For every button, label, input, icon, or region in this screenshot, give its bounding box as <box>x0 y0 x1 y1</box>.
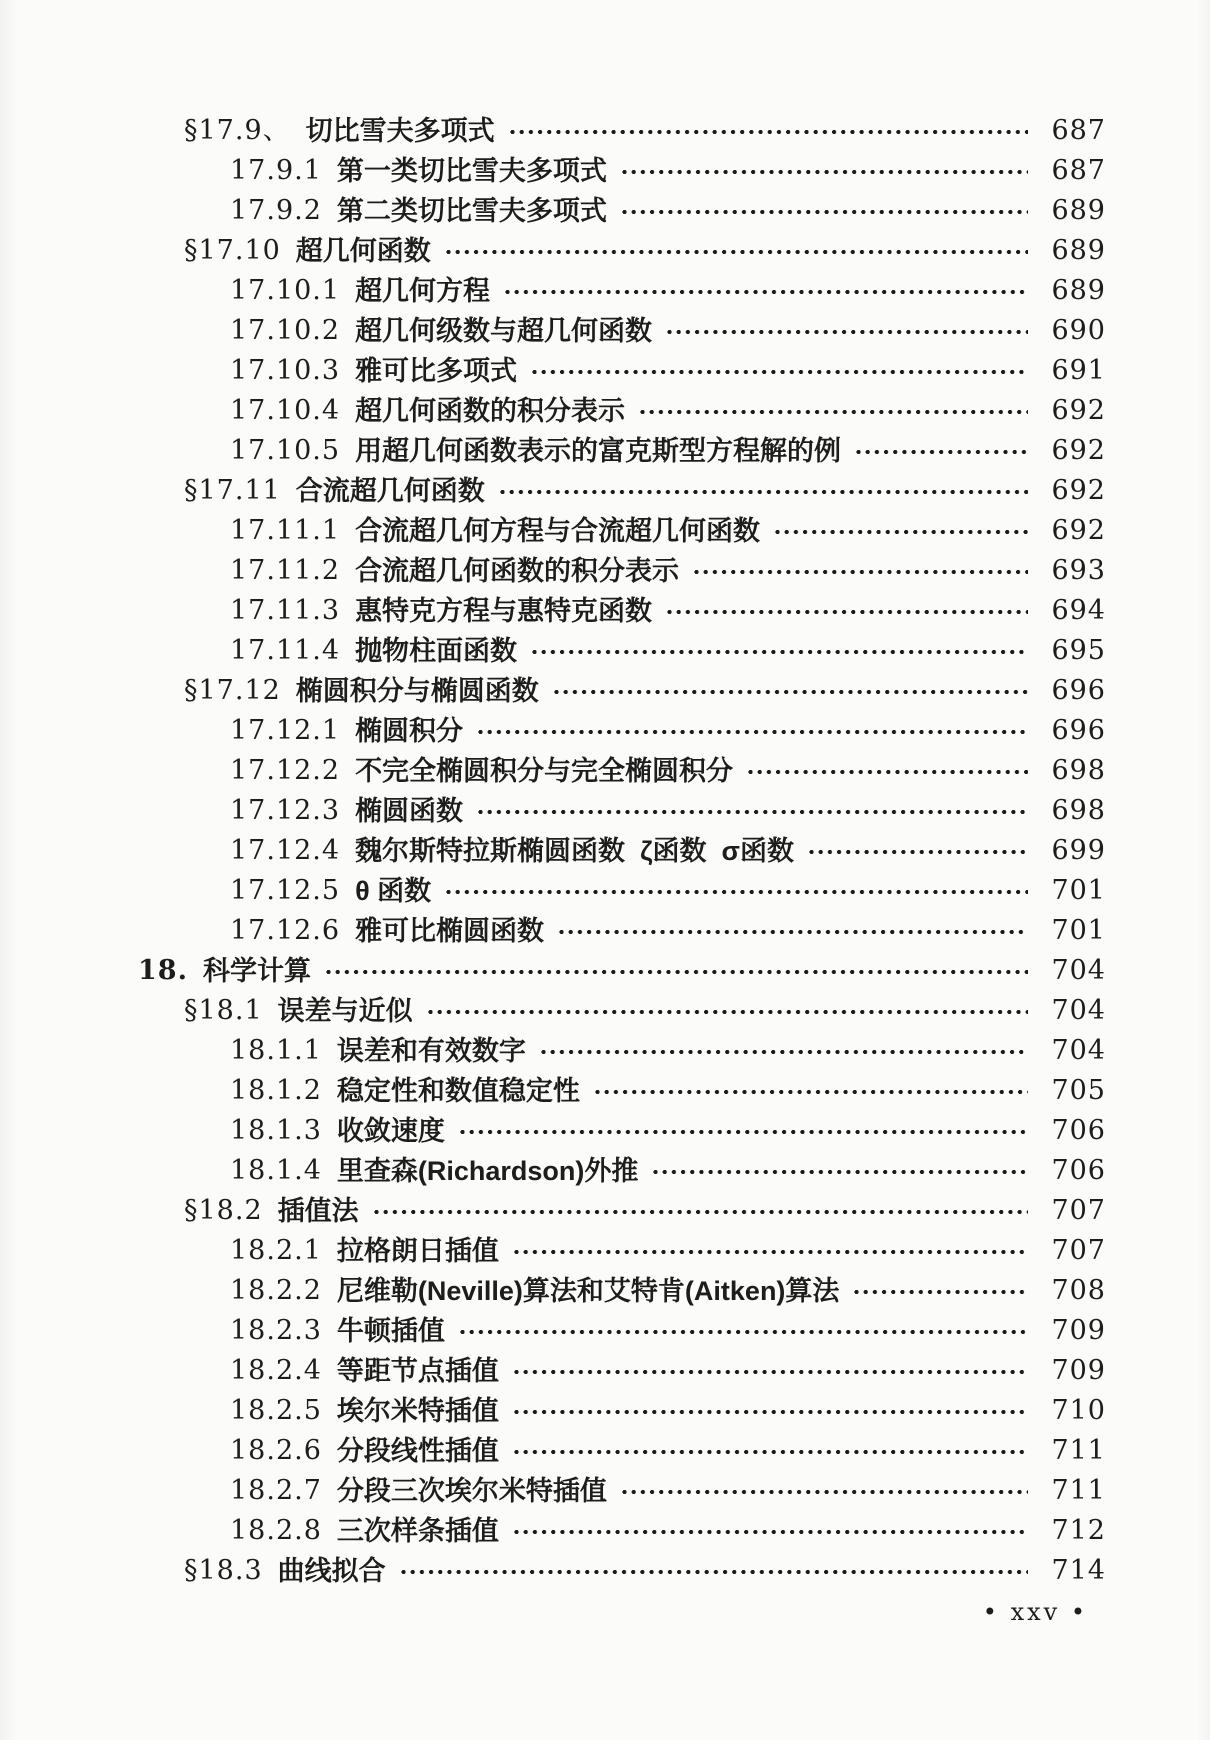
toc-entry-number: §18.1 <box>184 995 263 1026</box>
dot-leader <box>508 126 1028 138</box>
toc-entry-title: 雅可比椭圆函数 <box>355 916 545 946</box>
toc-entry-number: 18.2.5 <box>230 1395 322 1426</box>
toc-entry-number: 17.12.2 <box>230 755 341 786</box>
toc-entry-page: 695 <box>1051 635 1106 666</box>
toc-row <box>138 1471 1106 1511</box>
toc-row <box>138 1231 1106 1271</box>
dot-leader <box>530 366 1028 378</box>
toc-row <box>138 271 1106 311</box>
toc-entry-title: 牛顿插值 <box>336 1316 445 1346</box>
toc-entry-page: 687 <box>1051 115 1106 146</box>
toc-entry-title: 超几何函数的积分表示 <box>355 396 626 426</box>
toc-entry-page: 692 <box>1051 395 1106 426</box>
toc-entry-title: 三次样条插值 <box>336 1516 499 1546</box>
toc-row <box>138 591 1106 631</box>
toc-entry-page: 704 <box>1051 995 1106 1026</box>
toc-entry-number: §17.9、 <box>184 115 291 146</box>
toc-entry-number: 17.10.1 <box>230 275 341 306</box>
toc-entry-page: 701 <box>1051 915 1106 946</box>
toc-entry-number: 17.10.2 <box>230 315 341 346</box>
toc-row <box>138 1391 1106 1431</box>
dot-leader <box>692 566 1028 578</box>
toc-entry-number: 17.10.3 <box>230 355 341 386</box>
toc-entry-page: 690 <box>1051 315 1106 346</box>
dot-leader <box>512 1446 1028 1458</box>
toc-entry-title: 误差与近似 <box>277 996 413 1026</box>
toc-entry-page: 689 <box>1051 275 1106 306</box>
toc-entry-number: 18.2.8 <box>230 1515 322 1546</box>
toc-entry-page: 711 <box>1051 1435 1106 1466</box>
toc-entry-title: 雅可比多项式 <box>355 356 518 386</box>
toc-entry-page: 706 <box>1051 1115 1106 1146</box>
toc-entry-number: 17.11.2 <box>230 555 341 586</box>
toc-entry-page: 707 <box>1051 1235 1106 1266</box>
toc-entry-title: 不完全椭圆积分与完全椭圆积分 <box>355 756 734 786</box>
toc-row <box>138 1351 1106 1391</box>
toc-entry-page: 694 <box>1051 595 1106 626</box>
toc-entry-title: 椭圆函数 <box>355 796 464 826</box>
toc-row <box>138 551 1106 591</box>
toc-entry-number: 17.11.1 <box>230 515 341 546</box>
toc-entry-number: 17.12.3 <box>230 795 341 826</box>
toc-entry-title: 超几何方程 <box>355 276 491 306</box>
dot-leader <box>854 446 1028 458</box>
dot-leader <box>512 1406 1028 1418</box>
toc-entry-page: 709 <box>1051 1315 1106 1346</box>
toc-entry-number: 18.2.7 <box>230 1475 322 1506</box>
toc-entry-title: 合流超几何方程与合流超几何函数 <box>355 516 761 546</box>
dot-leader <box>539 1046 1028 1058</box>
toc-entry-number: 18.1.1 <box>230 1035 322 1066</box>
toc-row <box>138 871 1106 911</box>
toc-entry-page: 705 <box>1051 1075 1106 1106</box>
toc-entry-number: 18.2.6 <box>230 1435 322 1466</box>
toc-entry-title: 分段三次埃尔米特插值 <box>336 1476 607 1506</box>
toc-entry-page: 692 <box>1051 435 1106 466</box>
toc-row <box>138 471 1106 511</box>
dot-leader <box>665 606 1028 618</box>
toc-entry-title: 曲线拟合 <box>277 1556 386 1586</box>
toc-entry-number: §18.3 <box>184 1555 263 1586</box>
dot-leader <box>593 1086 1028 1098</box>
toc-entry-title: 合流超几何函数 <box>295 476 485 506</box>
toc-entry-title: 收敛速度 <box>336 1116 445 1146</box>
toc-entry-page: 687 <box>1051 155 1106 186</box>
dot-leader <box>807 846 1028 858</box>
toc-row <box>138 1431 1106 1471</box>
toc-entry-page: 689 <box>1051 235 1106 266</box>
toc-entry-number: 18.1.3 <box>230 1115 322 1146</box>
dot-leader <box>638 406 1028 418</box>
toc-entry-number: 17.12.5 <box>230 875 341 906</box>
dot-leader <box>620 206 1028 218</box>
toc-entry-title: 分段线性插值 <box>336 1436 499 1466</box>
toc-row <box>138 671 1106 711</box>
toc-entry-page: 704 <box>1051 1035 1106 1066</box>
toc-entry-number: 17.9.2 <box>230 195 322 226</box>
dot-leader <box>458 1326 1028 1338</box>
toc-entry-title: 合流超几何函数的积分表示 <box>355 556 680 586</box>
toc-row <box>138 1191 1106 1231</box>
dot-leader <box>512 1366 1028 1378</box>
dot-leader <box>503 286 1028 298</box>
toc-entry-number: 18. <box>138 955 188 986</box>
toc-row <box>138 1151 1106 1191</box>
toc-row <box>138 791 1106 831</box>
toc-entry-title: 超几何函数 <box>295 236 431 266</box>
dot-leader <box>557 926 1028 938</box>
toc-entry-title: 魏尔斯特拉斯椭圆函数 ζ函数 σ函数 <box>355 836 794 866</box>
dot-leader <box>620 1486 1028 1498</box>
toc-entry-title: 误差和有效数字 <box>336 1036 526 1066</box>
toc-entry-page: 693 <box>1051 555 1106 586</box>
toc-entry-number: 18.2.2 <box>230 1275 322 1306</box>
toc-entry-number: 17.11.4 <box>230 635 341 666</box>
toc-entry-title: 稳定性和数值稳定性 <box>336 1076 580 1106</box>
dot-leader <box>444 886 1028 898</box>
toc-row <box>138 1511 1106 1551</box>
toc-entry-number: 18.1.2 <box>230 1075 322 1106</box>
toc-entry-page: 696 <box>1051 715 1106 746</box>
toc-entry-page: 692 <box>1051 515 1106 546</box>
toc-entry-number: 17.9.1 <box>230 155 322 186</box>
dot-leader <box>458 1126 1028 1138</box>
dot-leader <box>512 1246 1028 1258</box>
toc-entry-number: §17.12 <box>184 675 281 706</box>
dot-leader <box>665 326 1028 338</box>
toc-list <box>138 111 1106 1591</box>
toc-row <box>138 1311 1106 1351</box>
dot-leader <box>372 1206 1028 1218</box>
toc-row <box>138 1071 1106 1111</box>
toc-row <box>138 1111 1106 1151</box>
toc-entry-title: 等距节点插值 <box>336 1356 499 1386</box>
toc-entry-number: 17.12.4 <box>230 835 341 866</box>
toc-row <box>138 511 1106 551</box>
toc-row <box>138 431 1106 471</box>
toc-entry-page: 707 <box>1051 1195 1106 1226</box>
toc-row <box>138 351 1106 391</box>
toc-entry-title: 插值法 <box>277 1196 359 1226</box>
toc-entry-number: 17.12.6 <box>230 915 341 946</box>
toc-entry-page: 689 <box>1051 195 1106 226</box>
toc-entry-page: 696 <box>1051 675 1106 706</box>
toc-row <box>138 751 1106 791</box>
toc-entry-page: 709 <box>1051 1355 1106 1386</box>
toc-entry-page: 710 <box>1051 1395 1106 1426</box>
dot-leader <box>399 1566 1028 1578</box>
toc-entry-page: 714 <box>1051 1555 1106 1586</box>
toc-entry-number: 17.12.1 <box>230 715 341 746</box>
toc-entry-title: 椭圆积分 <box>355 716 464 746</box>
toc-entry-number: 18.2.1 <box>230 1235 322 1266</box>
toc-row <box>138 311 1106 351</box>
toc-entry-title: 超几何级数与超几何函数 <box>355 316 653 346</box>
toc-entry-title: 惠特克方程与惠特克函数 <box>355 596 653 626</box>
toc-row <box>138 831 1106 871</box>
dot-leader <box>476 726 1028 738</box>
toc-entry-title: 埃尔米特插值 <box>336 1396 499 1426</box>
toc-row <box>138 631 1106 671</box>
toc-entry-title: 用超几何函数表示的富克斯型方程解的例 <box>355 436 842 466</box>
toc-entry-number: §18.2 <box>184 1195 263 1226</box>
toc-row <box>138 191 1106 231</box>
dot-leader <box>852 1286 1028 1298</box>
dot-leader <box>552 686 1028 698</box>
toc-entry-page: 699 <box>1051 835 1106 866</box>
toc-entry-page: 708 <box>1051 1275 1106 1306</box>
toc-row <box>138 991 1106 1031</box>
toc-entry-number: §17.10 <box>184 235 281 266</box>
dot-leader <box>512 1526 1028 1538</box>
page-number-footer: • xxv • <box>982 1598 1088 1626</box>
toc-entry-page: 691 <box>1051 355 1106 386</box>
toc-entry-page: 698 <box>1051 755 1106 786</box>
toc-entry-page: 711 <box>1051 1475 1106 1506</box>
toc-row <box>138 951 1106 991</box>
toc-entry-title: 尼维勒(Neville)算法和艾特肯(Aitken)算法 <box>336 1276 840 1306</box>
toc-entry-number: 17.11.3 <box>230 595 341 626</box>
toc-row <box>138 911 1106 951</box>
toc-row <box>138 111 1106 151</box>
toc-entry-title: 抛物柱面函数 <box>355 636 518 666</box>
toc-row <box>138 1551 1106 1591</box>
toc-entry-number: 17.10.5 <box>230 435 341 466</box>
toc-row <box>138 1031 1106 1071</box>
toc-entry-title: 科学计算 <box>202 956 311 986</box>
dot-leader <box>444 246 1028 258</box>
dot-leader <box>773 526 1028 538</box>
toc-entry-title: 切比雪夫多项式 <box>305 116 495 146</box>
toc-entry-title: 椭圆积分与椭圆函数 <box>295 676 539 706</box>
toc-entry-page: 692 <box>1051 475 1106 506</box>
toc-entry-title: θ 函数 <box>355 876 432 906</box>
toc-row <box>138 711 1106 751</box>
toc-row <box>138 151 1106 191</box>
dot-leader <box>620 166 1028 178</box>
dot-leader <box>324 966 1028 978</box>
dot-leader <box>530 646 1028 658</box>
toc-row <box>138 391 1106 431</box>
dot-leader <box>651 1166 1028 1178</box>
toc-entry-number: 17.10.4 <box>230 395 341 426</box>
toc-entry-title: 第一类切比雪夫多项式 <box>336 156 607 186</box>
toc-entry-title: 里查森(Richardson)外推 <box>336 1156 639 1186</box>
dot-leader <box>426 1006 1028 1018</box>
toc-entry-page: 706 <box>1051 1155 1106 1186</box>
toc-entry-title: 第二类切比雪夫多项式 <box>336 196 607 226</box>
dot-leader <box>476 806 1028 818</box>
toc-entry-number: 18.2.3 <box>230 1315 322 1346</box>
toc-entry-page: 701 <box>1051 875 1106 906</box>
toc-row <box>138 1271 1106 1311</box>
toc-entry-number: 18.1.4 <box>230 1155 322 1186</box>
toc-entry-number: §17.11 <box>184 475 281 506</box>
dot-leader <box>746 766 1028 778</box>
toc-entry-title: 拉格朗日插值 <box>336 1236 499 1266</box>
dot-leader <box>498 486 1028 498</box>
toc-entry-page: 704 <box>1051 955 1106 986</box>
toc-entry-page: 712 <box>1051 1515 1106 1546</box>
toc-entry-page: 698 <box>1051 795 1106 826</box>
toc-entry-number: 18.2.4 <box>230 1355 322 1386</box>
toc-row <box>138 231 1106 271</box>
